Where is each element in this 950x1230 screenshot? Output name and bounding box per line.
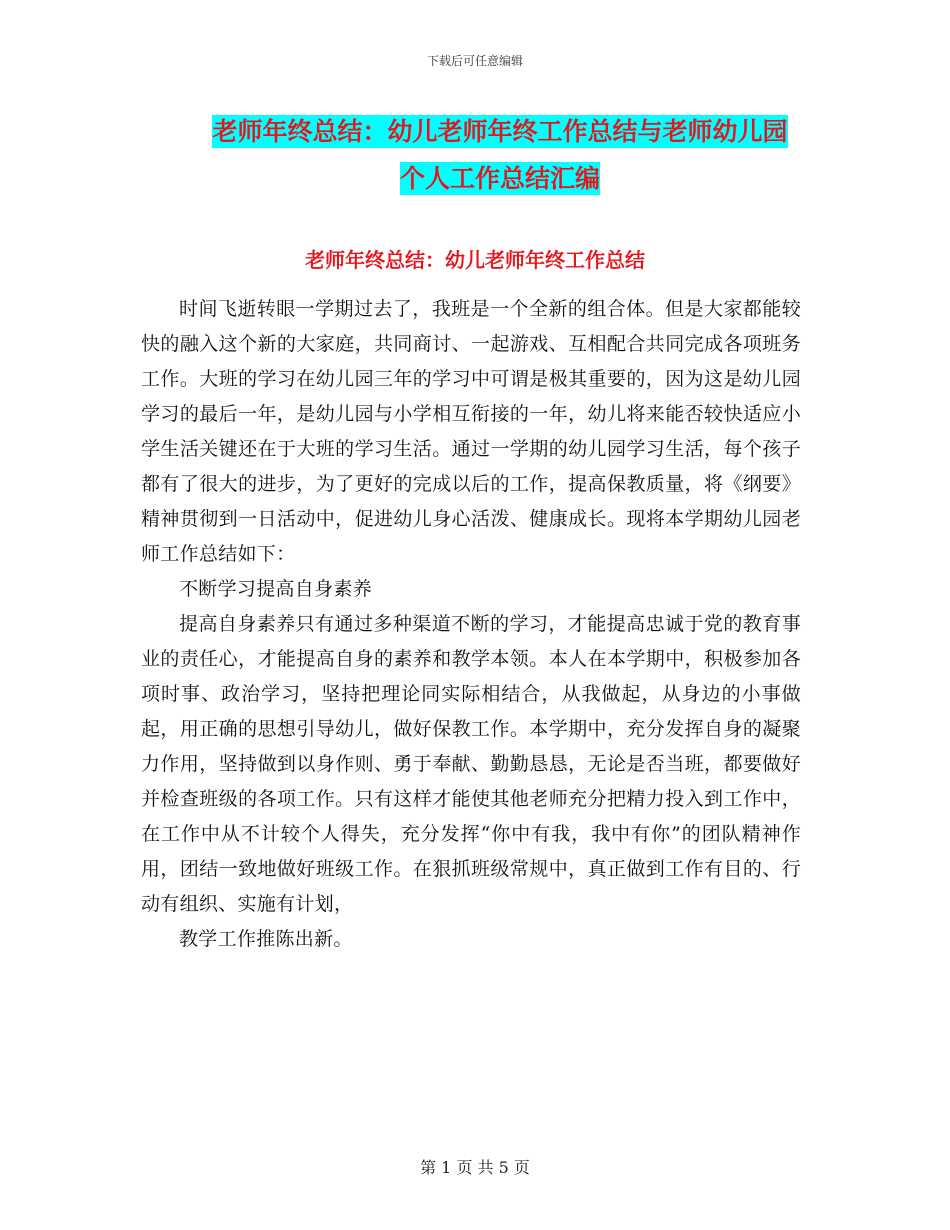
paragraph-teaching: 教学工作推陈出新。 [179, 928, 353, 950]
paragraph-subheading-study: 不断学习提高自身素养 [179, 578, 373, 600]
page-number: 第 1 页 共 5 页 [420, 1158, 530, 1177]
document-body [141, 292, 801, 957]
section-title: 老师年终总结：幼儿老师年终工作总结 [305, 248, 645, 272]
page-header-note: 下载后可任意编辑 [426, 54, 523, 68]
paragraph-study: 提高自身素养只有通过多种渠道不断的学习，才能提高忠诚于党的教育事业的责任心，才能提高自身的素养和教学本领。本人在本学期中，积极参加各项时事、政治学习，坚持把理论同实际相结合，从我做起，从身边的小事做起，用正确的思想引导幼儿，做好保教工作。本学期中，充分发挥自身的凝聚力作用，坚持做到以身作则、勇于奉献、勤勤恳恳，无论是否当班，都要做好并检查班级的各项工作。只有这样才能使其他老师充分把精力投入到工作中，在工作中从不计较个人得失，充分发挥“你中有我，我中有你”的团队精神作用，团结一致地做好班级工作。在狠抓班级常规中，真正做到工作有目的、行动有组织、实施有计划， [141, 613, 801, 915]
document-title-line-1: 老师年终总结：幼儿老师年终工作总结与老师幼儿园 [212, 117, 788, 146]
document-title [140, 108, 860, 202]
paragraph-intro: 时间飞逝转眼一学期过去了，我班是一个全新的组合体。但是大家都能较快的融入这个新的大家庭，共同商讨、一起游戏、互相配合共同完成各项班务工作。大班的学习在幼儿园三年的学习中可谓是极其重要的，因为这是幼儿园学习的最后一年，是幼儿园与小学相互衔接的一年，幼儿将来能否较快适应小学生活关键还在于大班的学习生活。通过一学期的幼儿园学习生活，每个孩子都有了很大的进步，为了更好的完成以后的工作，提高保教质量，将《纲要》精神贯彻到一日活动中，促进幼儿身心活泼、健康成长。现将本学期幼儿园老师工作总结如下： [141, 298, 801, 565]
document-title-line-2: 个人工作总结汇编 [399, 164, 600, 193]
